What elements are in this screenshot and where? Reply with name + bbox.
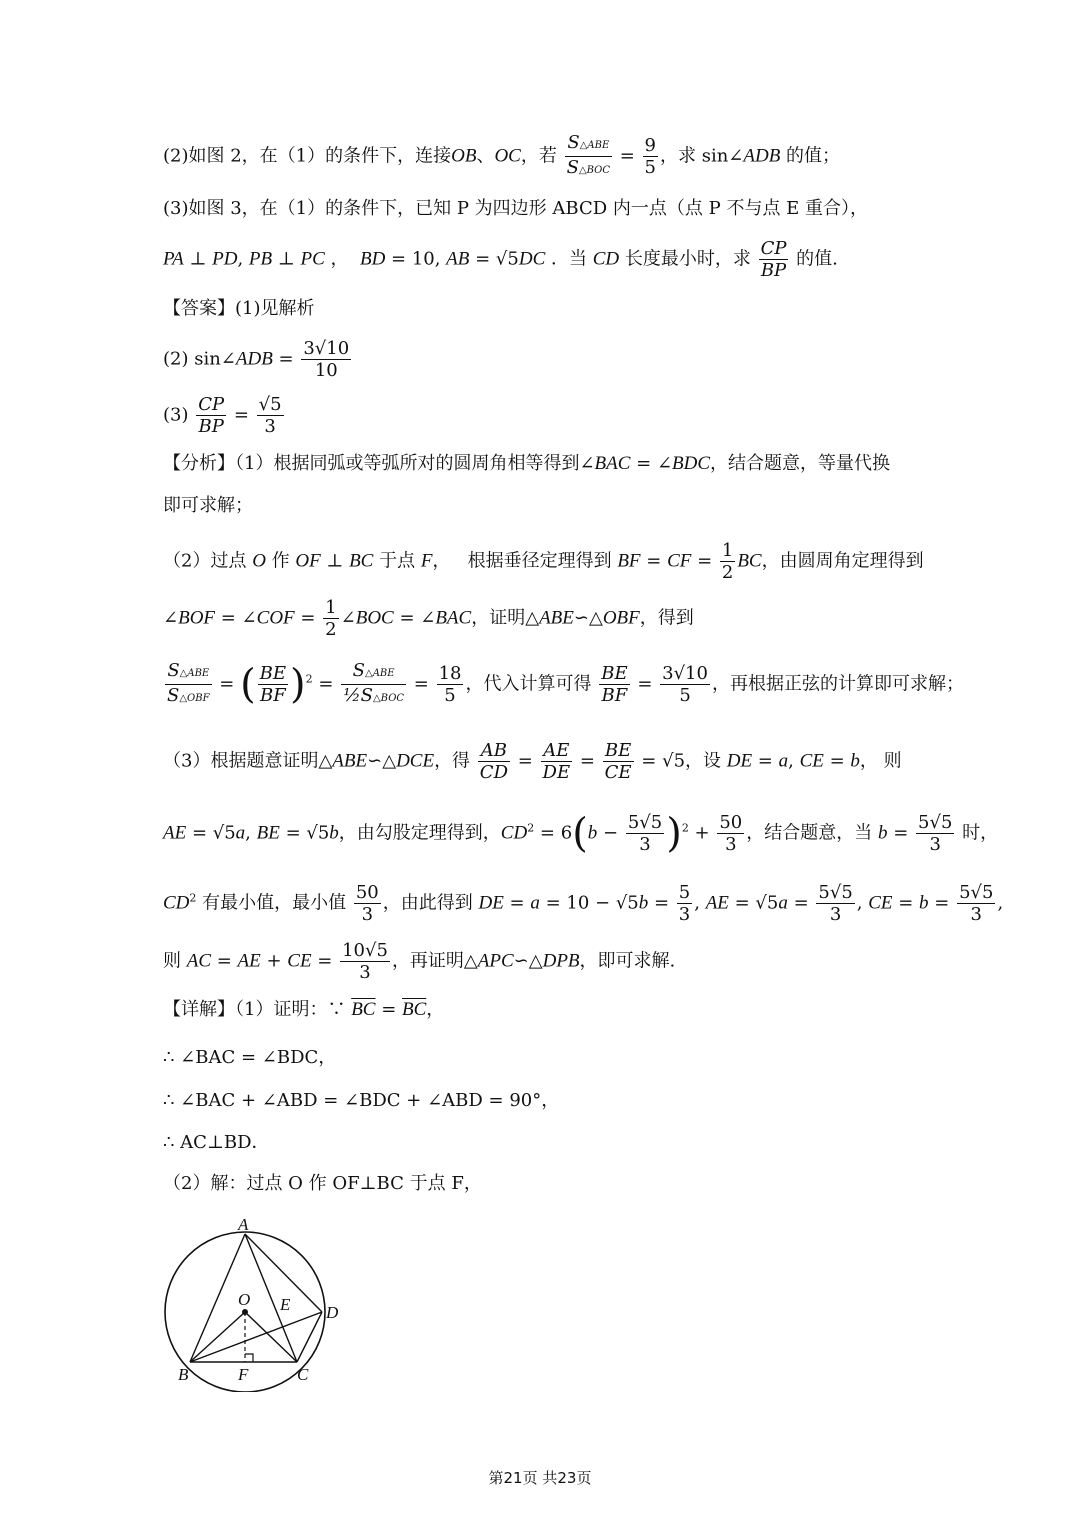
analysis-label: 【分析】 [163, 453, 235, 474]
label-d: D [326, 1303, 339, 1322]
answer-label: 【答案】 [163, 298, 235, 319]
analysis-p2a: （2）过点 O 作 OF ⊥ BC 于点 F， 根据垂径定理得到 BF = CF = $\frac{1}{2}$ BC，由圆周角定理得到 [163, 540, 924, 583]
analysis-p1b: 即可求解； [163, 495, 253, 516]
question-3: (3)如图 3，在（1）的条件下，已知 P 为四边形 ABCD 内一点（点 P 不与点 E 重合）， [163, 198, 869, 219]
detail-4: ∴ AC⊥BD． [163, 1132, 270, 1153]
question-3-condition: PA ⊥ PD, PB ⊥ PC ， BD = 10, AB = √5DC ．当 CD 长度最小时，求 $\frac{CP}{BP}$ 的值. [163, 238, 838, 281]
analysis-p2b: ∠BOF = ∠COF = $\frac{1}{2}$ ∠BOC = ∠BAC，证明△ABE∽△OBF，得到 [163, 597, 694, 640]
analysis-p1a: 【分析】（1）根据同弧或等弧所对的圆周角相等得到∠BAC = ∠BDC，结合题意，等量代换 [163, 453, 891, 474]
label-a: A [238, 1215, 249, 1234]
question-2: (2)如图 2，在（1）的条件下，连接OB、OC，若 $\frac{\text{S△ABE}}{\text{S△BOC}}$ = $\frac{9}{5}$ ，求 sin∠ADB 的值； [163, 132, 841, 178]
label-o: O [238, 1290, 251, 1309]
segment-ob [190, 1312, 245, 1362]
right-angle-mark [245, 1354, 253, 1362]
detail-5: （2）解：过点 O 作 OF⊥BC 于点 F， [163, 1173, 482, 1194]
detail-3: ∴ ∠BAC + ∠ABD = ∠BDC + ∠ABD = 90°， [163, 1090, 560, 1111]
geometry-figure [150, 1212, 370, 1392]
center-point [242, 1309, 248, 1315]
detail-label: 【详解】 [163, 999, 235, 1020]
analysis-p3b: AE = √5a, BE = √5b，由勾股定理得到，$CD^2 = 6(b$ − $\frac{5√5}{3}$ )$^2$ + $\frac{50}{3}$ ，结合题意，当 b = $\frac{5√5}{3}$ 时， [163, 810, 999, 857]
answer-2: (2) sin∠ADB = $\frac{3√10}{10}$ [163, 338, 350, 381]
segment-bd [190, 1312, 322, 1362]
detail-2: ∴ ∠BAC = ∠BDC， [163, 1047, 337, 1068]
answer-3: (3) $\frac{CP}{BP}$ = $\frac{√5}{3}$ [163, 394, 282, 437]
answer-line-1 [163, 297, 315, 321]
analysis-p3c: $CD^2$ 有最小值，最小值 $\frac{50}{3}$ ，由此得到 DE = a = 10 − √5b = $\frac{5}{3}$ , AE = √5a = $\frac{5√5}{3}$ , CE = b = $\frac{5√5}{3}$ , [163, 882, 1004, 925]
detail-1: 【详解】（1）证明：∵ $\overline{BC} = \overline{BC}$， [163, 999, 445, 1020]
label-e: E [280, 1295, 291, 1314]
answer-1: (1)见解析 [235, 298, 315, 319]
page-footer: 第21页 共23页 [488, 1469, 592, 1487]
analysis-p3d: 则 AC = AE + CE = $\frac{10√5}{3}$ ，再证明△APC∽△DPB，即可求解. [163, 940, 676, 983]
label-b: B [178, 1365, 189, 1384]
label-f: F [238, 1365, 249, 1384]
analysis-p3a: （3）根据题意证明△ABE∽△DCE，得 $\frac{AB}{CD}$ = $\frac{AE}{DE}$ = $\frac{BE}{CE}$ = √5，设 DE = a, CE = b， 则 [163, 740, 902, 783]
analysis-p2c: $\frac{\text{S△ABE}}{\text{S△OBF}}$ = ( $\frac{BE}{BF}$ )$^2$ = $\frac{\text{S△ABE}}{\text{½S△BOC}}$ = $\frac{18}{5}$ ，代入计算可得 $\frac{BE}{BF}$ = $\frac{3√10}{5}$ ，再根据正弦的计算即可求解； [167, 660, 964, 708]
segment-ab [190, 1234, 245, 1362]
label-c: C [297, 1365, 309, 1384]
